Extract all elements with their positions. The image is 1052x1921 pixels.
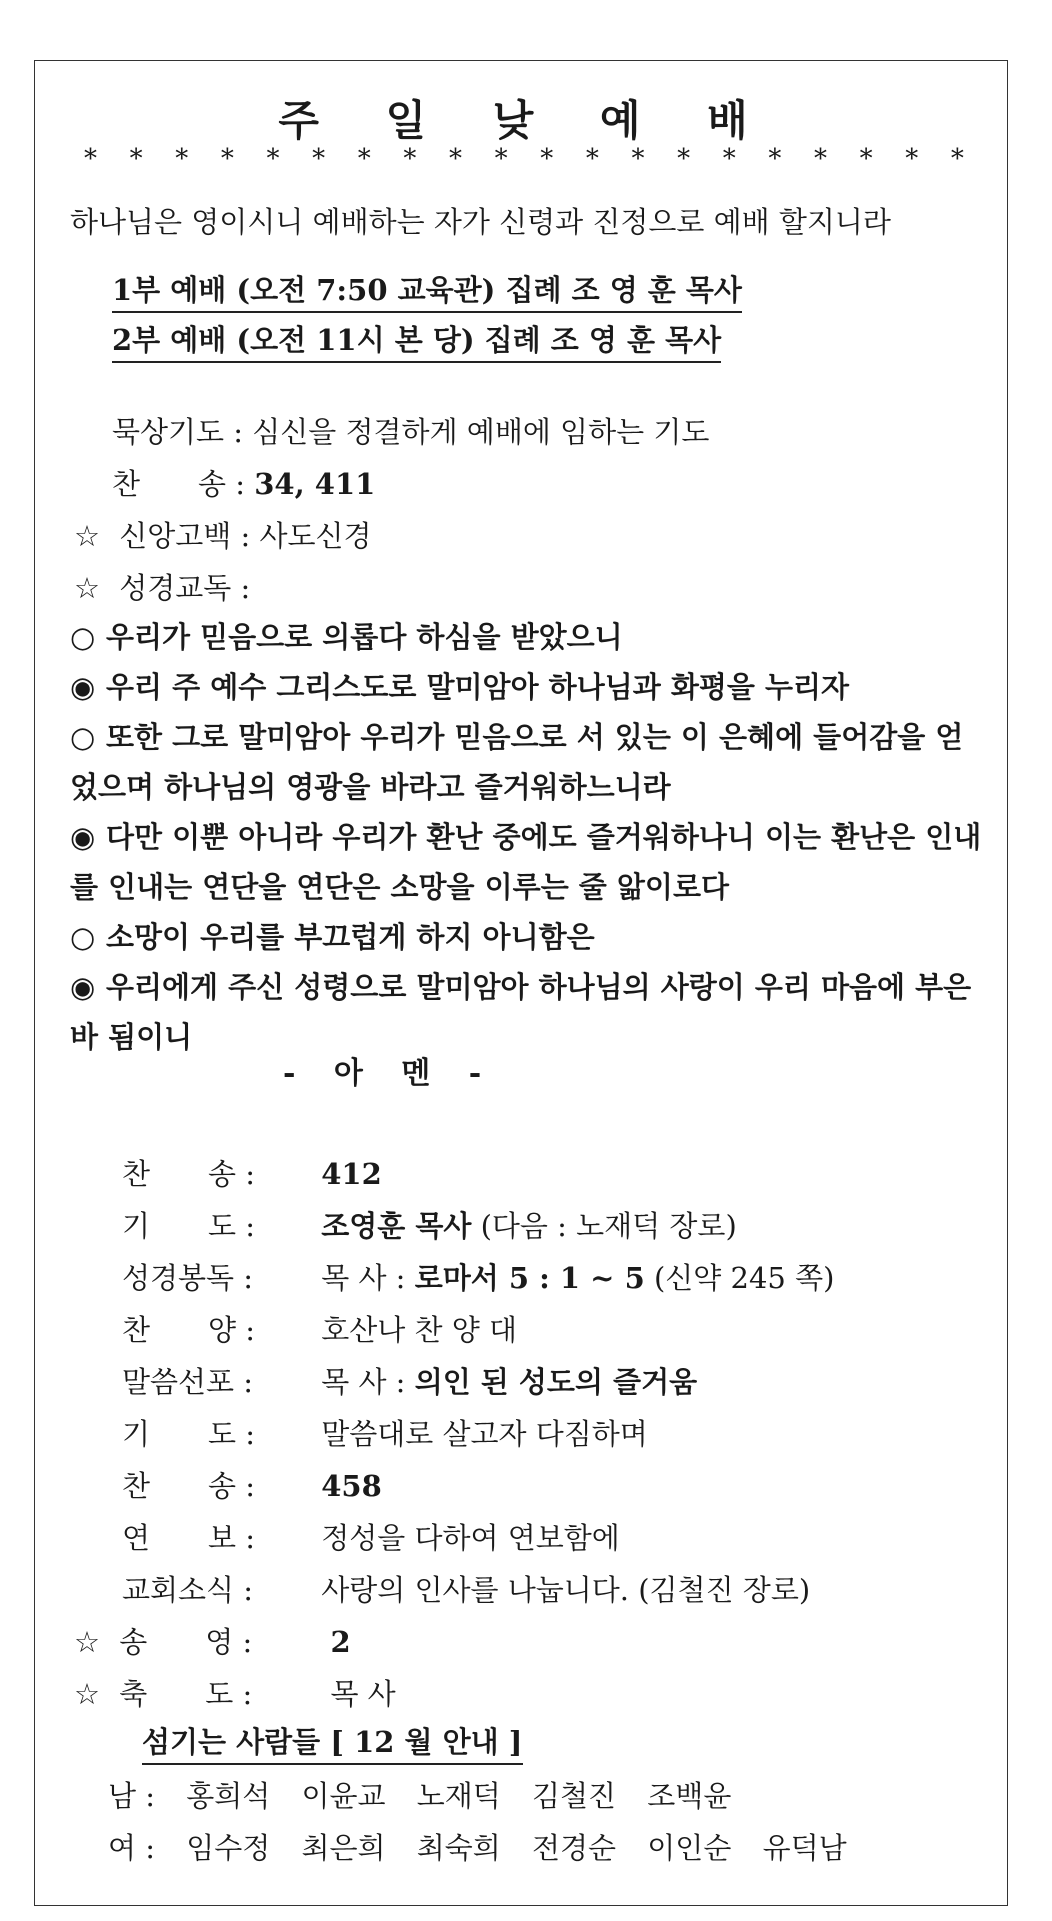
reading-line-text: 우리가 믿음으로 의롭다 하심을 받았으니 xyxy=(106,620,623,654)
reading-line xyxy=(70,812,990,912)
star-mark: * xyxy=(357,144,371,174)
order-label: 찬 송 : xyxy=(122,1469,256,1503)
helper-name: 유덕남 xyxy=(762,1831,847,1865)
reading-line xyxy=(70,612,990,662)
star-mark: * xyxy=(403,144,417,174)
order-church-news xyxy=(122,1568,810,1609)
order-responsive-reading xyxy=(74,566,250,607)
reading-line xyxy=(70,912,990,962)
order-value: 호산나 찬 양 대 xyxy=(321,1313,517,1347)
star-mark: * xyxy=(631,144,645,174)
order-hymn-458 xyxy=(122,1464,382,1505)
order-value: 34, 411 xyxy=(254,467,376,501)
star-mark: * xyxy=(266,144,280,174)
order-value: 2 xyxy=(330,1625,351,1659)
helpers-title: 섬기는 사람들 [ 12 월 안내 ] xyxy=(142,1720,523,1765)
motto-verse: 하나님은 영이시니 예배하는 자가 신령과 진정으로 예배 할지니라 xyxy=(70,205,891,239)
star-mark: * xyxy=(540,144,554,174)
reading-text xyxy=(70,612,990,1062)
star-mark: * xyxy=(129,144,143,174)
order-response-prayer xyxy=(122,1412,648,1453)
helpers-women xyxy=(108,1826,869,1867)
helper-name: 임수정 xyxy=(186,1831,271,1865)
standing-star-icon: ☆ xyxy=(74,519,100,553)
order-label: 연 보 : xyxy=(122,1521,256,1555)
reading-line-text: 우리에게 주신 성령으로 말미암아 하나님의 사랑이 우리 마음에 부은 바 됨이니 xyxy=(70,970,972,1054)
star-mark: * xyxy=(722,144,736,174)
helper-name: 노재덕 xyxy=(416,1779,501,1813)
helper-name: 홍희석 xyxy=(186,1779,271,1813)
helper-name: 이인순 xyxy=(647,1831,732,1865)
star-mark: * xyxy=(768,144,782,174)
star-mark: * xyxy=(814,144,827,174)
star-mark: * xyxy=(84,144,97,174)
order-label: 기 도 : xyxy=(122,1417,256,1451)
order-value: 말씀대로 살고자 다짐하며 xyxy=(321,1417,648,1451)
order-opening-hymn xyxy=(112,462,375,503)
helper-name: 최숙희 xyxy=(416,1831,501,1865)
star-mark: * xyxy=(950,144,964,174)
reading-line-text: 소망이 우리를 부끄럽게 하지 아니함은 xyxy=(106,920,595,954)
helpers-men xyxy=(108,1774,753,1815)
sermon-title: 의인 된 성도의 즐거움 xyxy=(414,1365,698,1399)
order-value: 목 사 xyxy=(330,1677,396,1711)
order-who: 목 사 : xyxy=(321,1261,406,1295)
page-title: 주 일 낮 예 배 xyxy=(278,96,774,145)
order-creed xyxy=(74,514,372,555)
standing-star-icon: ☆ xyxy=(74,1677,100,1711)
order-benediction xyxy=(74,1672,396,1713)
order-label: 기 도 : xyxy=(122,1209,256,1243)
helper-name: 이윤교 xyxy=(301,1779,386,1813)
helper-name: 최은희 xyxy=(301,1831,386,1865)
order-offering xyxy=(122,1516,620,1557)
order-value: 심신을 정결하게 예배에 임하는 기도 xyxy=(252,415,710,449)
amen-line: - 아 멘 - xyxy=(283,1056,496,1091)
order-value: 412 xyxy=(321,1157,382,1191)
order-note: (신약 245 쪽) xyxy=(653,1261,835,1295)
star-divider xyxy=(84,144,964,174)
order-label: 신앙고백 : xyxy=(119,519,251,553)
order-sermon xyxy=(122,1360,697,1401)
star-mark: * xyxy=(859,144,873,174)
order-value: 사도신경 xyxy=(259,519,372,553)
helper-name: 김철진 xyxy=(532,1779,617,1813)
order-prayer xyxy=(122,1204,737,1245)
helper-name: 조백윤 xyxy=(647,1779,732,1813)
helpers-label: 남 : xyxy=(108,1779,156,1813)
reading-line xyxy=(70,712,990,812)
order-choir xyxy=(122,1308,517,1349)
helper-name: 전경순 xyxy=(532,1831,617,1865)
order-value: 사랑의 인사를 나눕니다. (김철진 장로) xyxy=(321,1573,811,1607)
order-who: 목 사 : xyxy=(321,1365,406,1399)
order-label: 축 도 : xyxy=(119,1677,253,1711)
order-hymn-412 xyxy=(122,1152,382,1193)
reading-line xyxy=(70,662,990,712)
star-mark: * xyxy=(449,144,462,174)
order-label: 찬 송 : xyxy=(112,467,246,501)
order-label: 말씀선포 : xyxy=(122,1365,254,1399)
star-mark: * xyxy=(175,144,189,174)
order-scripture xyxy=(122,1256,834,1297)
order-label: 성경봉독 : xyxy=(122,1261,254,1295)
standing-star-icon: ☆ xyxy=(74,571,100,605)
leader-circle-icon: ○ xyxy=(70,920,96,954)
order-label: 찬 송 : xyxy=(122,1157,256,1191)
order-value: 로마서 5 : 1 ~ 5 xyxy=(414,1261,645,1295)
order-label: 교회소식 : xyxy=(122,1573,254,1607)
congregation-circle-icon: ◉ xyxy=(70,820,96,854)
order-label: 찬 양 : xyxy=(122,1313,256,1347)
star-mark: * xyxy=(677,144,691,174)
congregation-circle-icon: ◉ xyxy=(70,970,96,1004)
order-label: 묵상기도 : xyxy=(112,415,244,449)
order-value: 조영훈 목사 xyxy=(321,1209,472,1243)
order-silent-prayer xyxy=(112,410,709,451)
star-mark: * xyxy=(220,144,234,174)
service-second: 2부 예배 (오전 11시 본 당) 집례 조 영 훈 목사 xyxy=(112,318,721,363)
standing-star-icon: ☆ xyxy=(74,1625,100,1659)
reading-line xyxy=(70,962,990,1062)
order-note: (다음 : 노재덕 장로) xyxy=(480,1209,737,1243)
congregation-circle-icon: ◉ xyxy=(70,670,96,704)
star-mark: * xyxy=(312,144,326,174)
order-label: 송 영 : xyxy=(119,1625,253,1659)
service-first: 1부 예배 (오전 7:50 교육관) 집례 조 영 훈 목사 xyxy=(112,268,742,313)
reading-line-text: 다만 이뿐 아니라 우리가 환난 중에도 즐거워하나니 이는 환난은 인내를 인내는 연단을 연단은 소망을 이루는 줄 앎이로다 xyxy=(70,820,982,904)
star-mark: * xyxy=(905,144,919,174)
leader-circle-icon: ○ xyxy=(70,620,96,654)
star-mark: * xyxy=(494,144,508,174)
order-label: 성경교독 : xyxy=(119,571,251,605)
star-mark: * xyxy=(585,144,599,174)
helpers-label: 여 : xyxy=(108,1831,156,1865)
reading-line-text: 또한 그로 말미암아 우리가 믿음으로 서 있는 이 은혜에 들어감을 얻었으며 하나님의 영광을 바라고 즐거워하느니라 xyxy=(70,720,964,804)
order-value: 정성을 다하여 연보함에 xyxy=(321,1521,620,1555)
reading-line-text: 우리 주 예수 그리스도로 말미암아 하나님과 화평을 누리자 xyxy=(106,670,850,704)
leader-circle-icon: ○ xyxy=(70,720,96,754)
order-value: 458 xyxy=(321,1469,382,1503)
order-doxology xyxy=(74,1620,351,1661)
